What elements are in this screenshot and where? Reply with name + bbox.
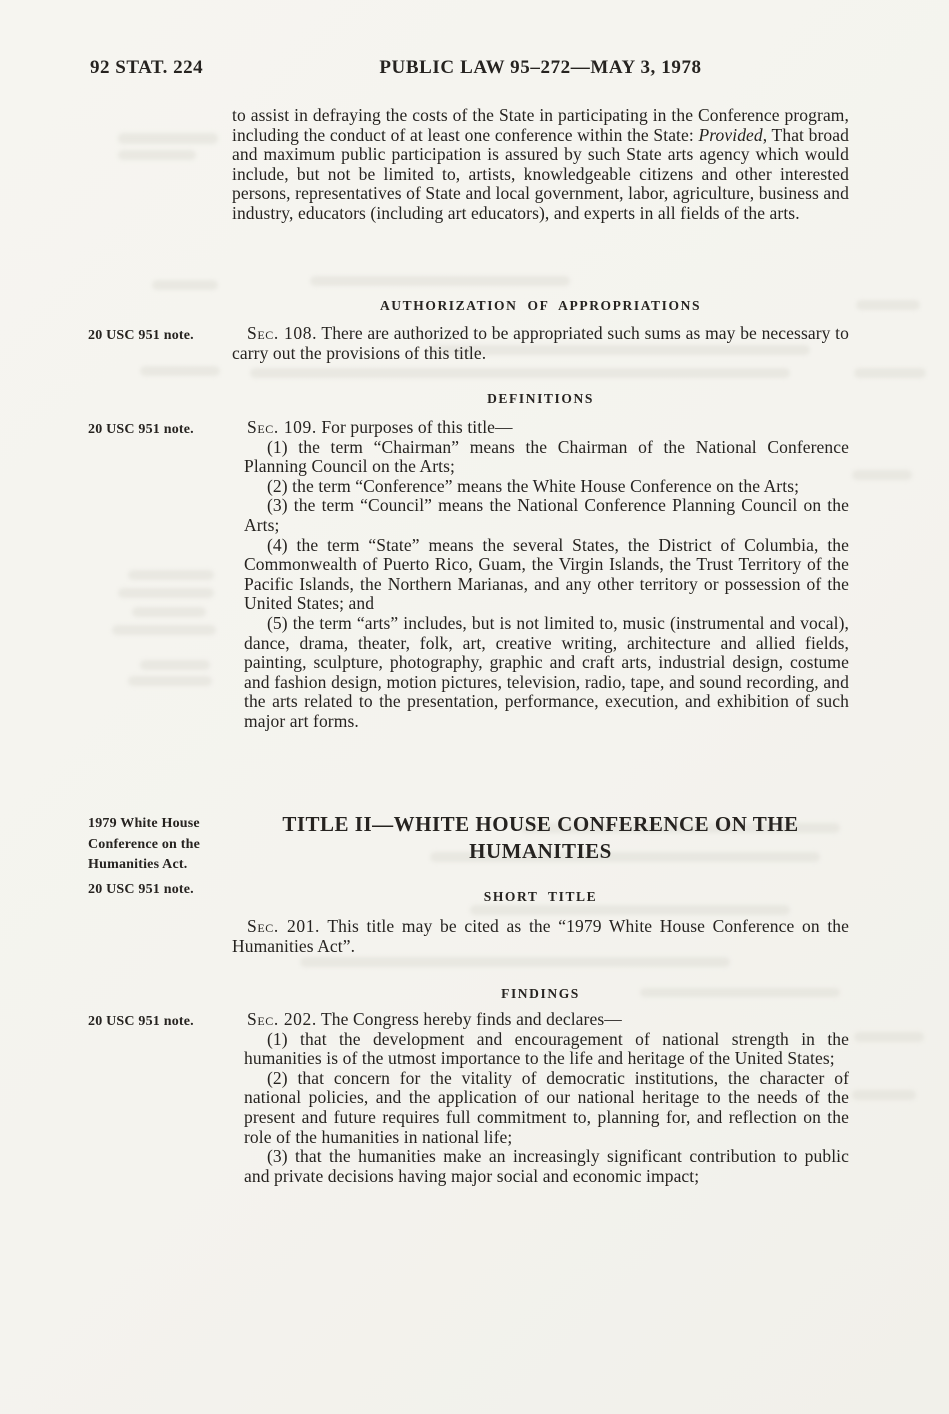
short-title-heading: SHORT TITLE	[483, 889, 598, 904]
definition-item-1: (1) the term “Chairman” means the Chairman of the National Conference Planning Council on the Arts;	[244, 436, 849, 477]
title-two-margin-notes	[88, 814, 200, 900]
bleed-through-artifact	[854, 1032, 924, 1042]
section-109-lead-in: For purposes of this title—	[321, 417, 513, 437]
bleed-through-artifact	[118, 133, 218, 144]
findings-margin-note	[88, 1012, 220, 1033]
authorization-margin-note	[88, 326, 220, 347]
section-201-text: This title may be cited as the “1979 White House Conference on the Humanities Act”.	[232, 916, 849, 956]
title-two-heading-line1: TITLE II—WHITE HOUSE CONFERENCE ON THE	[282, 812, 799, 836]
bleed-through-artifact	[470, 905, 790, 915]
bleed-through-artifact	[140, 660, 210, 670]
finding-item-2: (2) that concern for the vitality of democratic institutions, the character of national policies, and the application of our national heritage to the needs of the present and future requires full commitment to, planning for, and reflection on the role of the humanities in national life;	[244, 1067, 849, 1147]
section-108-text: There are authorized to be appropriated such sums as may be necessary to carry out the provisions of this title.	[232, 323, 849, 363]
bleed-through-artifact	[118, 588, 214, 598]
bleed-through-artifact	[310, 276, 570, 286]
authorization-heading: AUTHORIZATION OF APPROPRIATIONS	[379, 298, 702, 313]
bleed-through-artifact	[854, 368, 926, 378]
bleed-through-artifact	[118, 150, 196, 160]
bleed-through-artifact	[128, 676, 212, 686]
section-108	[232, 324, 849, 363]
title-two-heading	[232, 811, 849, 865]
finding-item-1: (1) that the development and encouragement of national strength in the humanities is of the utmost importance to the life and heritage of the United States;	[244, 1028, 849, 1069]
definition-item-4: (4) the term “State” means the several States, the District of Columbia, the Commonwealth of Puerto Rico, Guam, the Virgin Islands, the Trust Territory of the Pacific Islands, the Northern Marianas, and any other territory or possession of the United States; and	[244, 534, 849, 614]
bleed-through-artifact	[132, 607, 206, 617]
statutes-page-number: 92 STAT. 224	[90, 57, 204, 78]
definitions-heading: DEFINITIONS	[487, 391, 594, 406]
title-two-heading-line2: HUMANITIES	[469, 839, 612, 863]
bleed-through-artifact	[128, 570, 214, 580]
definition-item-3: (3) the term “Council” means the National Conference Planning Council on the Arts;	[244, 495, 849, 535]
section-109	[232, 418, 849, 732]
definition-item-5: (5) the term “arts” includes, but is not limited to, music (instrumental and vocal), dance, drama, theater, folk, art, creative writing, architecture and allied fields, painting, sculpture, photography, graphic and craft arts, industrial design, costume and fashion design, motion pictures, television, radio, tape, and sound recording, and the arts related to the presentation, performance, execution, and exhibition of such major art forms.	[244, 612, 849, 731]
section-201	[232, 917, 849, 956]
definition-item-2: (2) the term “Conference” means the White House Conference on the Arts;	[267, 475, 800, 496]
intro-proviso-italic: Provided	[698, 124, 763, 145]
bleed-through-artifact	[152, 280, 218, 290]
bleed-through-artifact	[140, 366, 220, 376]
definitions-margin-note	[88, 420, 220, 441]
finding-item-3: (3) that the humanities make an increasingly significant contribution to public and private decisions having major social and economic impact;	[244, 1146, 849, 1186]
intro-text-part2: , That broad and maximum public participation is assured by such State arts agency which would include, but not be limited to, artists, knowledgeable citizens and other interested persons, representatives of State and local government, labor, agriculture, business and industry, educators (including art educators), and experts in all fields of the arts.	[232, 124, 849, 223]
section-202-lead-in: The Congress hereby finds and declares—	[321, 1009, 622, 1029]
section-201-label: Sec. 201.	[247, 916, 321, 936]
bleed-through-artifact	[852, 470, 912, 480]
usc-note: 20 USC 951 note.	[88, 1014, 194, 1029]
intro-paragraph	[232, 106, 849, 224]
usc-note: 20 USC 951 note.	[88, 881, 194, 897]
act-name-note: 1979 White House Conference on the Humanities Act.	[88, 816, 201, 872]
section-109-label: Sec. 109.	[247, 417, 317, 437]
bleed-through-artifact	[300, 957, 730, 967]
running-head-law-title: PUBLIC LAW 95–272—MAY 3, 1978	[379, 57, 702, 78]
bleed-through-artifact	[112, 625, 216, 635]
bleed-through-artifact	[250, 368, 790, 378]
bleed-through-artifact	[852, 1090, 916, 1100]
findings-heading: FINDINGS	[501, 986, 580, 1001]
section-202	[232, 1010, 849, 1186]
section-108-label: Sec. 108.	[247, 323, 318, 343]
usc-note: 20 USC 951 note.	[88, 328, 194, 343]
bleed-through-artifact	[856, 300, 920, 310]
intro-text-part1: to assist in defraying the costs of the State in participating in the Conference program, including the conduct of at least one conference within the State:	[232, 105, 849, 145]
usc-note: 20 USC 951 note.	[88, 422, 194, 437]
section-202-label: Sec. 202.	[247, 1009, 317, 1029]
